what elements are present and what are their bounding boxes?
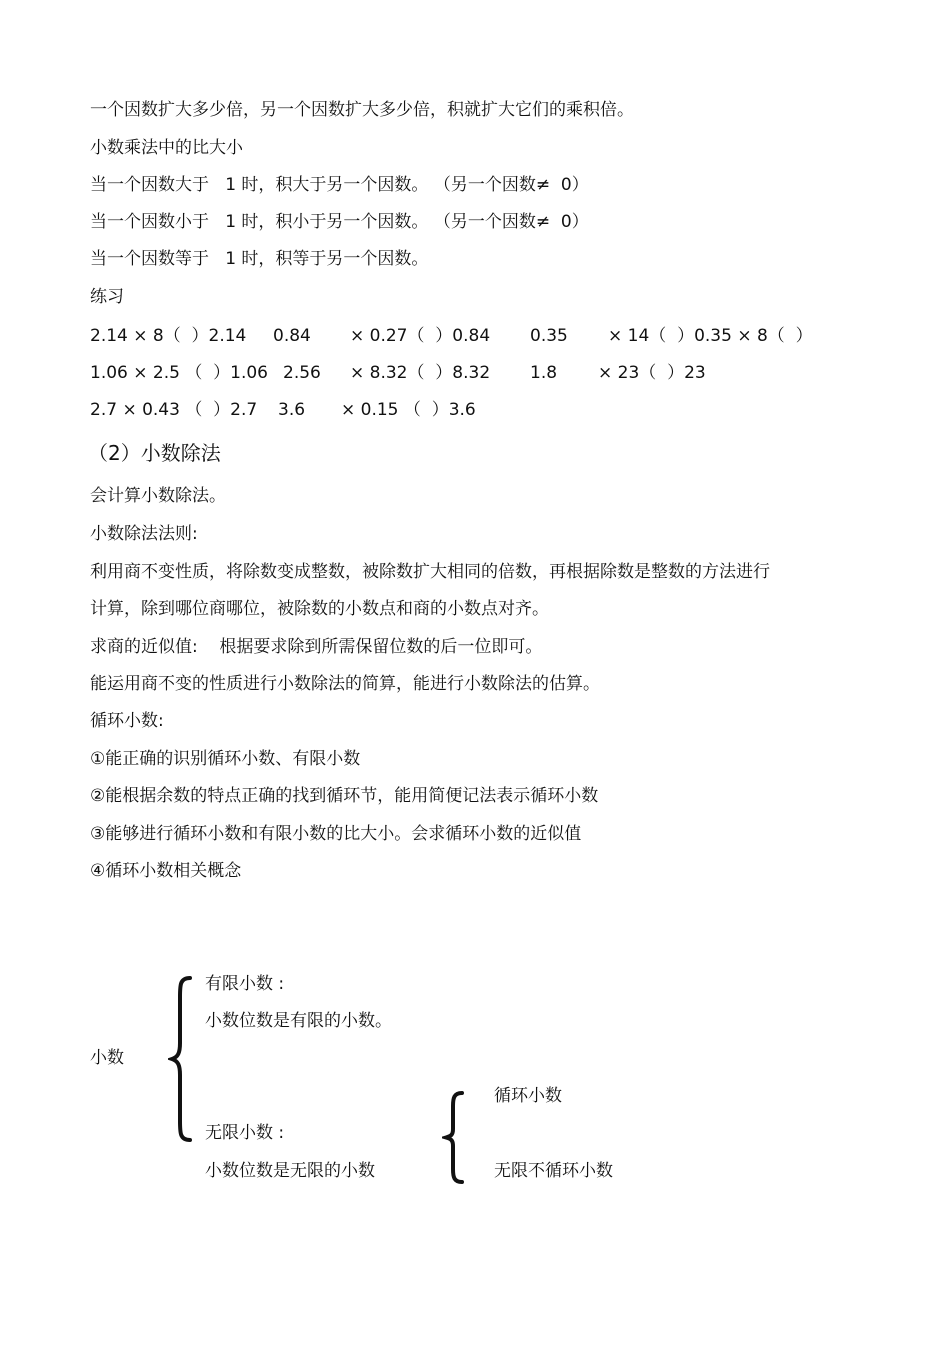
- exercise-item: 0.84: [273, 326, 311, 346]
- exercise-item: 2.7 × 0.43 （ ）2.7: [90, 400, 258, 420]
- rule-equal-one: 当一个因数等于 1 时，积等于另一个因数。: [90, 249, 429, 269]
- paragraph: 计算，除到哪位商哪位，被除数的小数点和商的小数点对齐。: [90, 599, 549, 619]
- paragraph: 利用商不变性质，将除数变成整数，被除数扩大相同的倍数，再根据除数是整数的方法进行: [90, 562, 770, 582]
- paragraph: 能运用商不变的性质进行小数除法的简算，能进行小数除法的估算。: [90, 674, 600, 694]
- diagram-root-label: 小数: [90, 1048, 124, 1068]
- finite-decimal-desc: 小数位数是有限的小数。: [205, 1011, 392, 1031]
- exercise-item: × 14（ ）0.35 × 8（ ）: [608, 326, 813, 346]
- exercise-item: × 0.15 （ ）3.6: [341, 400, 476, 420]
- rule-less-than-one: 当一个因数小于 1 时，积小于另一个因数。 （另一个因数≠ 0）: [90, 212, 589, 232]
- left-brace-icon: [168, 975, 196, 1143]
- practice-heading: 练习: [90, 287, 124, 307]
- list-item: ③能够进行循环小数和有限小数的比大小。会求循环小数的近似值: [90, 824, 582, 844]
- list-item: ①能正确的识别循环小数、有限小数: [90, 749, 361, 769]
- exercise-item: × 8.32（ ）8.32: [350, 363, 491, 383]
- exercise-item: 1.8: [530, 363, 558, 383]
- compare-heading: 小数乘法中的比大小: [90, 138, 243, 158]
- list-item: ④循环小数相关概念: [90, 861, 242, 881]
- rule-greater-than-one: 当一个因数大于 1 时，积大于另一个因数。 （另一个因数≠ 0）: [90, 175, 589, 195]
- exercise-item: × 23（ ）23: [598, 363, 706, 383]
- list-item: ②能根据余数的特点正确的找到循环节，能用简便记法表示循环小数: [90, 786, 599, 806]
- non-repeating-decimal-label: 无限不循环小数: [494, 1161, 613, 1181]
- section-heading: （2）小数除法: [88, 441, 221, 465]
- exercise-item: 3.6: [278, 400, 306, 420]
- finite-decimal-title: 有限小数 :: [205, 974, 285, 994]
- infinite-decimal-title: 无限小数 :: [205, 1123, 285, 1143]
- exercise-item: × 0.27（ ）0.84: [350, 326, 491, 346]
- exercise-item: 2.14 × 8（ ）2.14: [90, 326, 247, 346]
- exercise-item: 1.06 × 2.5 （ ）1.06: [90, 363, 269, 383]
- repeating-decimal-label: 循环小数: [494, 1086, 562, 1106]
- paragraph: 会计算小数除法。: [90, 486, 226, 506]
- paragraph: 小数除法法则:: [90, 524, 198, 544]
- exercise-item: 2.56: [283, 363, 321, 383]
- exercise-item: 0.35: [530, 326, 568, 346]
- infinite-decimal-desc: 小数位数是无限的小数: [205, 1161, 375, 1181]
- left-brace-icon: [442, 1090, 466, 1185]
- rule-product-scaling: 一个因数扩大多少倍，另一个因数扩大多少倍，积就扩大它们的乘积倍。: [90, 100, 634, 120]
- paragraph: 求商的近似值: 根据要求除到所需保留位数的后一位即可。: [90, 637, 543, 657]
- paragraph: 循环小数:: [90, 711, 164, 731]
